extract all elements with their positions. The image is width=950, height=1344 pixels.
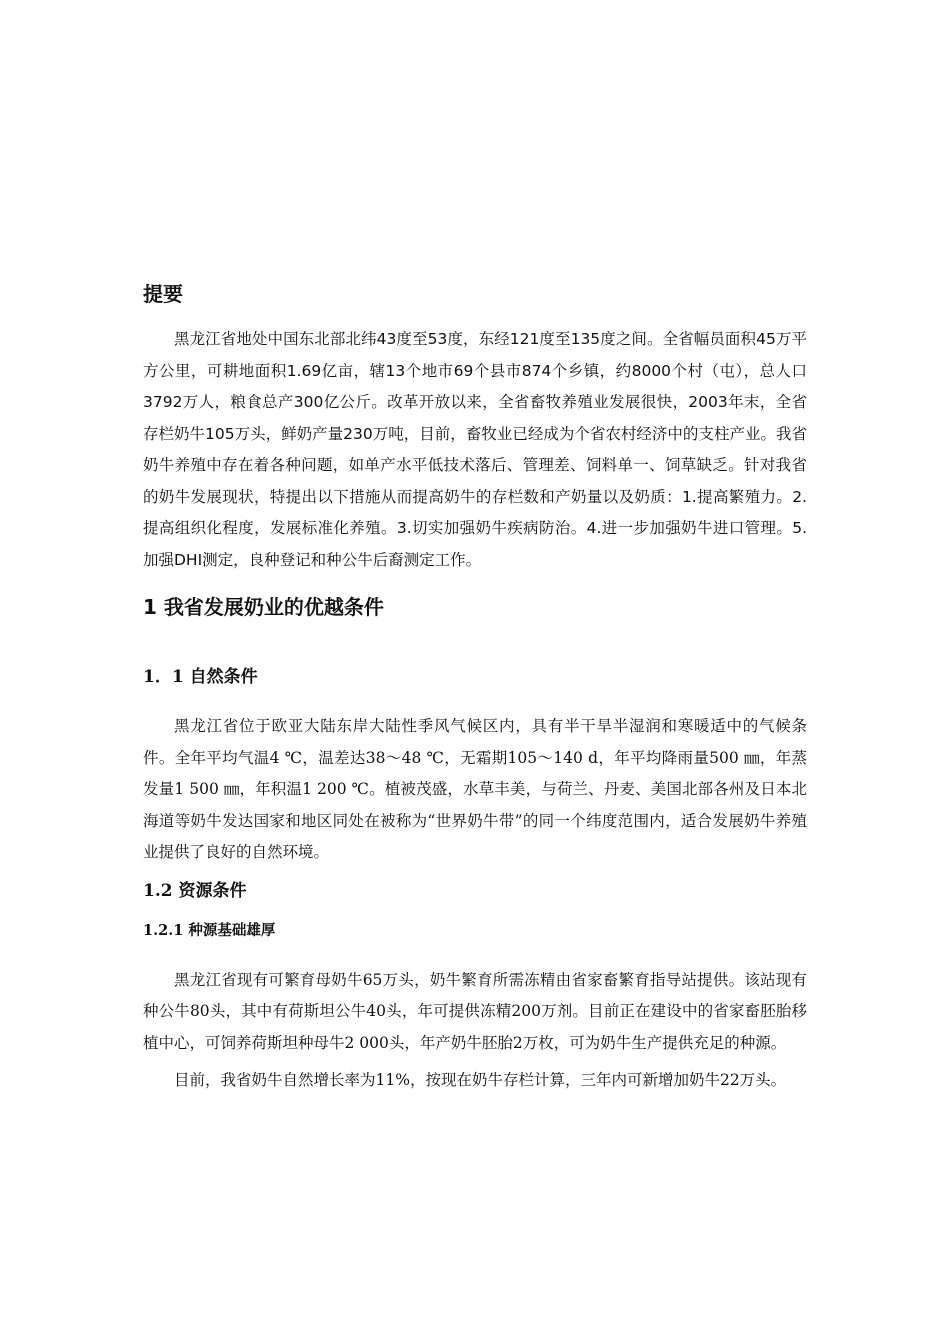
section-1-2-1-heading: 1.2.1 种源基础雄厚 (143, 921, 276, 939)
document-body (143, 280, 807, 1097)
section-1-1-heading: 1．1 自然条件 (143, 667, 258, 687)
section-1-2-heading: 1.2 资源条件 (143, 880, 247, 901)
section-1-heading: 1 我省发展奶业的优越条件 (143, 595, 384, 619)
abstract-heading: 提要 (143, 282, 183, 306)
abstract-paragraph: 黑龙江省地处中国东北部北纬43度至53度，东经121度至135度之间。全省幅员面积45万平方公里，可耕地面积1.69亿亩，辖13个地市69个县市874个乡镇，约8000个村（屯），总人口3792万人，粮食总产300亿公斤。改革开放以来，全省畜牧养殖业发展很快，2003年末，全省存栏奶牛105万头，鲜奶产量230万吨，目前，畜牧业已经成为个省农村经济中的支柱产业。我省奶牛养殖中存在着各种问题，如单产水平低技术落后、管理差、饲料单一、饲草缺乏。针对我省的奶牛发展现状，特提出以下措施从而提高奶牛的存栏数和产奶量以及奶质：1.提高繁殖力。2.提高组织化程度，发展标准化养殖。3.切实加强奶牛疾病防治。4.进一步加强奶牛进口管理。5.加强DHI测定，良种登记和种公牛后裔测定工作。 (143, 330, 807, 569)
section-1-2-1-paragraph-1: 黑龙江省现有可繁育母奶牛65万头，奶牛繁育所需冻精由省家畜繁育指导站提供。该站现有种公牛80头，其中有荷斯坦公牛40头，年可提供冻精200万剂。目前正在建设中的省家畜胚胎移植中心，可饲养荷斯坦种母牛2 000头，年产奶牛胚胎2万枚，可为奶牛生产提供充足的种源。 (143, 970, 807, 1052)
section-1-2-1-paragraph-2: 目前，我省奶牛自然增长率为11%，按现在奶牛存栏计算，三年内可新增加奶牛22万头。 (174, 1071, 787, 1089)
section-1-1-paragraph: 黑龙江省位于欧亚大陆东岸大陆性季风气候区内，具有半干旱半湿润和寒暖适中的气候条件。全年平均气温4 ℃，温差达38～48 ℃，无霜期105～140 d，年平均降雨量500 ㎜，年蒸发量1 500 ㎜，年积温1 200 ℃。植被茂盛，水草丰美，与荷兰、丹麦、美国北部各州及日本北海道等奶牛发达国家和地区同处在被称为“世界奶牛带”的同一个纬度范围内，适合发展奶牛养殖业提供了良好的自然环境。 (143, 717, 807, 861)
